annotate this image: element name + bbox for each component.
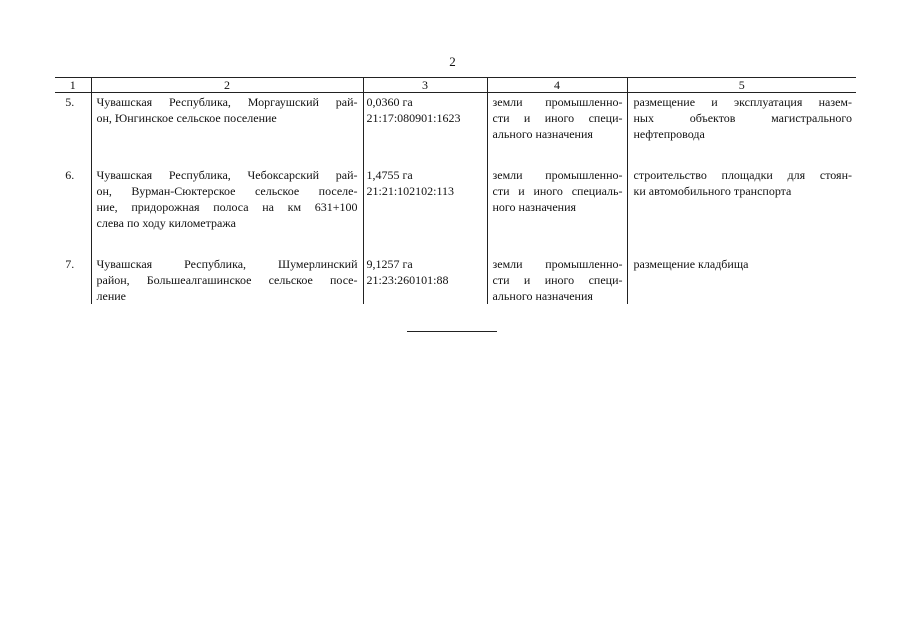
area-value: 0,0360 га [366,95,413,109]
location-line: Чувашская Республика, Шумерлинский [96,257,358,271]
location-line: Чувашская Республика, Моргаушский рай- [96,95,358,109]
location-cell [91,166,363,231]
row-number: 7. [55,255,91,304]
row-number: 6. [55,166,91,231]
location-line: Чувашская Республика, Чебоксарский рай- [96,168,358,182]
location-line: слева по ходу километража [96,216,236,230]
page-number: 2 [449,54,456,69]
purpose-line: размещение кладбища [633,257,749,271]
land-category-cell [487,166,627,231]
purpose-cell [627,255,856,304]
location-line: ние, придорожная полоса на км 631+100 [96,200,358,214]
area-cell [363,93,487,143]
header-col-2: 2 [91,78,363,93]
cadastral-number: 21:21:102102:113 [366,184,455,198]
category-line: ального назначения [492,127,593,141]
row-spacer [55,231,856,255]
row-spacer [55,142,856,166]
purpose-line: нефтепровода [633,127,705,141]
header-col-3: 3 [363,78,487,93]
table-row [55,255,856,304]
purpose-line: размещение и эксплуатация назем- [633,95,852,109]
location-line: он, Юнгинское сельское поселение [96,111,277,125]
category-line: ального назначения [492,289,593,303]
header-col-1: 1 [55,78,91,93]
end-of-document-rule [407,331,497,332]
category-line: сти и иного специ- [492,273,623,287]
category-line: ного назначения [492,200,577,214]
area-value: 9,1257 га [366,257,413,271]
land-category-cell [487,93,627,143]
row-number: 5. [55,93,91,143]
land-category-cell [487,255,627,304]
purpose-line: ных объектов магистрального [633,111,852,125]
land-plots-table-container [55,77,856,304]
category-line: земли промышленно- [492,257,623,271]
table-header-row [55,78,856,93]
purpose-cell [627,166,856,231]
area-value: 1,4755 га [366,168,413,182]
category-line: земли промышленно- [492,168,623,182]
table-row [55,93,856,143]
area-cell [363,255,487,304]
location-line: район, Большеалгашинское сельское посе- [96,273,358,287]
header-col-5: 5 [627,78,856,93]
purpose-line: ки автомобильного транспорта [633,184,792,198]
header-col-4: 4 [487,78,627,93]
location-cell [91,255,363,304]
cadastral-number: 21:23:260101:88 [366,273,449,287]
location-cell [91,93,363,143]
land-plots-table [55,77,856,304]
location-line: он, Вурман-Сюктерское сельское поселе- [96,184,358,198]
category-line: земли промышленно- [492,95,623,109]
category-line: сти и иного специ- [492,111,623,125]
table-row [55,166,856,231]
category-line: сти и иного специаль- [492,184,623,198]
purpose-cell [627,93,856,143]
area-cell [363,166,487,231]
location-line: ление [96,289,126,303]
purpose-line: строительство площадки для стоян- [633,168,852,182]
cadastral-number: 21:17:080901:1623 [366,111,461,125]
